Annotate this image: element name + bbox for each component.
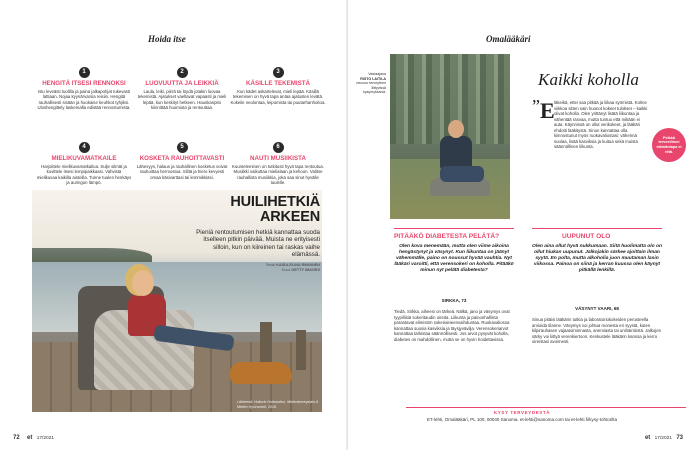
tip-title: NAUTI MUSIIKISTA (250, 155, 306, 162)
tip-6 (230, 142, 326, 186)
tip-number: 5 (177, 142, 188, 153)
tip-title: LUOVUUTTA JA LEIKKIÄ (145, 80, 219, 87)
tip-title: KÄSILLE TEKEMISTÄ (246, 80, 310, 87)
qa-heading-left: PITÄÄKÖ DIABETESTA PELÄTÄ? (394, 233, 500, 240)
tip-body: Lähesyys, halaus ja rauhallinen kosketus voivat rauhoittaa hermostoa. Silitä ja hiero kevyesti omaa käsivarttasi tai lemmikkiäsi. (136, 164, 228, 180)
credit-photo-label: Kuva (281, 267, 291, 272)
magazine-brand: et (27, 435, 33, 441)
article-ingress: Pieniä rentoutumisen hetkiä kannattaa suoda itselleen pitkin päivää. Muista ne erityisesti silloin, kun on kiireinen tai raskas vaihe elämässä. (196, 229, 320, 259)
tip-title: KOSKETA RAUHOITTAVASTI (139, 155, 225, 162)
qa-rule-right (532, 228, 662, 229)
tip-4 (36, 142, 132, 186)
page-number: 72 (13, 435, 20, 441)
right-page (348, 0, 696, 450)
tip-body: Laula, leiki, piirrä tai löydä jotakin luovaa tekemistä. Ajatukset vaeltavat vapaasti ja mieli lepää, kun keskityt hetkeen. Hauskanpito kiinnittää huomiota ja rentouttaa. (137, 89, 227, 111)
quote-badge: Pelkkä terveellinen elämäntapa ei riitä. (652, 128, 686, 162)
issue-number: 17/2021 (654, 436, 672, 441)
tip-body: Kuunteleminen on tutkitusti hyvä tapa rentoutua. Musiikki vaikuttaa mielialaan ja kehoon. Valitse rauhallista musiikkia, joka saa sinut hyvälle tuulelle. (232, 164, 324, 186)
expert-name: RISTO LAITILA (360, 76, 386, 81)
doctor-photo (390, 54, 510, 219)
magazine-brand: et (644, 435, 651, 441)
folio-left (10, 435, 54, 441)
qa-heading-right: UUPUNUT OLO (562, 233, 611, 240)
section-title-left: Hoida itse (148, 34, 186, 44)
qa-question-left: Olen kova menemään, mutta olen viime aikoina hengästynyt ja väsynyt. Kun liikuntaa on jäänyt vähemmälle, paino on noussut hyvää vauhtia. Nyt lääkäri varoitti, että verensokeri on koholla. Pitääkö minun nyt pelätä diabetesta? (394, 244, 514, 273)
tip-number: 4 (79, 142, 90, 153)
tip-number: 3 (273, 67, 284, 78)
tip-1 (36, 67, 132, 111)
qa-answer-left: Tiedä, Sirkka, aiheesi on tärkeä. Nälkä, jano ja väsymys ovat tyypillisiä sokeritaudin oireita. Liikunta ja painonhallinta parantavat elimistön sokeriaineenvaihduntaa. Ruokavaliossa kannattaa suosia kasviksia ja täysjyvävilja. Verensokeriarvot kannattaa tarkistaa säännöllisesti. Jos arvot pysyvät koholla, diabetes on mahdollinen, mutta se on hyvin hoidettavissa. (394, 309, 510, 342)
tip-number: 2 (177, 67, 188, 78)
qa-question-right: Olen aina ollut hyvä nukkumaan. Siitä huolimatta olo on ollut hiukan uupunut. Jalkojakin särkee ajoittain ilman syytä. En polta, mutta alkoholia juon muutaman lasin viikossa. Painoa on siinä ja kerran kuussa olen käynyt pitkällä lenkillä. (532, 244, 662, 273)
credit-text-name: KAISA-ELINA RINNINEN (276, 262, 320, 267)
footer-rule (406, 407, 686, 408)
footer-address: ET-lehti, Omalääkäri, PL 100, 00040 Sanoma. et-lehti@sanoma.com tai et-lehti.fi/kysy-tohtorilta (427, 417, 617, 422)
section-title-right: Omalääkäri (486, 34, 531, 44)
tip-title: MIELIKUVAMATKAILE (51, 155, 117, 162)
article-header (185, 195, 320, 273)
article-headline-right: Kaikki koholla (538, 70, 640, 89)
article-headline: HUILIHETKIÄ ARKEEN (230, 194, 320, 225)
tip-2 (134, 67, 230, 111)
tip-5 (134, 142, 230, 180)
tip-number: 1 (79, 67, 90, 78)
expert-label (354, 72, 386, 95)
footer-ask: KYSY TERVEYDESTÄ (493, 410, 551, 415)
qa-rule-left (394, 228, 514, 229)
tip-3 (230, 67, 326, 105)
tip-number: 6 (273, 142, 284, 153)
expert-intro: Vastaajana (368, 72, 386, 76)
tip-body: Istu leveästi tuolilla ja paina jalkapohjat tukevasti lattiaan. Nojaa kyynärvarsia reisiin. Hengitä rauhallisesti sisään ja huokaise keuhkot tyhjiksi. Uloshengittely laskemalla edistää rennostumista. (37, 89, 131, 111)
tip-body: Harjoittele mielikuvamatkailua. Sulje silmät ja kuvittele itsesi lempipaikkaasi. Vahvista mielikuvaa kaikilla aisteilla. Tunne tuulen henkäys ja auringon lämpö. (36, 164, 132, 186)
qa-signature-right: VÄSYNYT VAARI, 68 (575, 306, 619, 311)
expert-role: neuvoo terveyteen liittyvissä kysymyksissä. (356, 81, 386, 95)
article-intro: läkeikä, ettei saa pitkää ja liikaa syömistä. Kolme viikkoa sitten sain huonot kokeet tulokset – kaikki olivat koholla. Olen yrittänyt lisätä liikuntaa ja vähentää rasvaa, mutta tuntuu että mikään ei auta. Käynnissä on ollut verikokeet, ja lääkäri ehdotti lääkitystä. Sinun kannattaa olla kiinnostunut myös ruokavaliostasi: vähennä suolaa, lisää kasviksia ja kuitua sekä muista säännöllinen liikunta. (554, 100, 648, 149)
article-credit (185, 263, 320, 273)
qa-answer-right: Sinua pitäisi lääkärin tutkia ja laboratoriokokeiden perusteella arvioida tilanne. Väsymys voi johtua monesta eri syystä, kuten kilpirauhasen vajaatoiminnasta, anemiasta tai unihäiriöistä. Jalkojen särky voi liittyä verenkiertoon. Keskustele lääkärin kanssa ja kerro oireistasi avoimesti. (532, 317, 661, 344)
page-number: 73 (676, 435, 683, 441)
tip-body: Kun kädet askartelevat, mieli lepää. Käsillä tekeminen on hyvä tapa antaa ajatusten levätä. Kokeile neulontaa, leipomista tai puutarhanhoitoa. (230, 89, 326, 105)
credit-photo-name: GETTY IMAGES (291, 267, 320, 272)
tip-title: HENGITÄ ITSESI RENNOKSI (42, 80, 126, 87)
quote-mark: ” (532, 96, 540, 116)
qa-signature-left: SIRKKA, 73 (441, 298, 467, 303)
issue-number: 17/2021 (36, 436, 55, 441)
dropcap: E (540, 98, 555, 123)
folio-right (642, 435, 686, 441)
photo-caption: Lähteenä: Hoiturin Hoitoaviino, Mielenterveystalo.fi, Mielen Hyvinvointi, 2018. (237, 400, 319, 409)
credit-text-label: Teksti (265, 262, 276, 267)
